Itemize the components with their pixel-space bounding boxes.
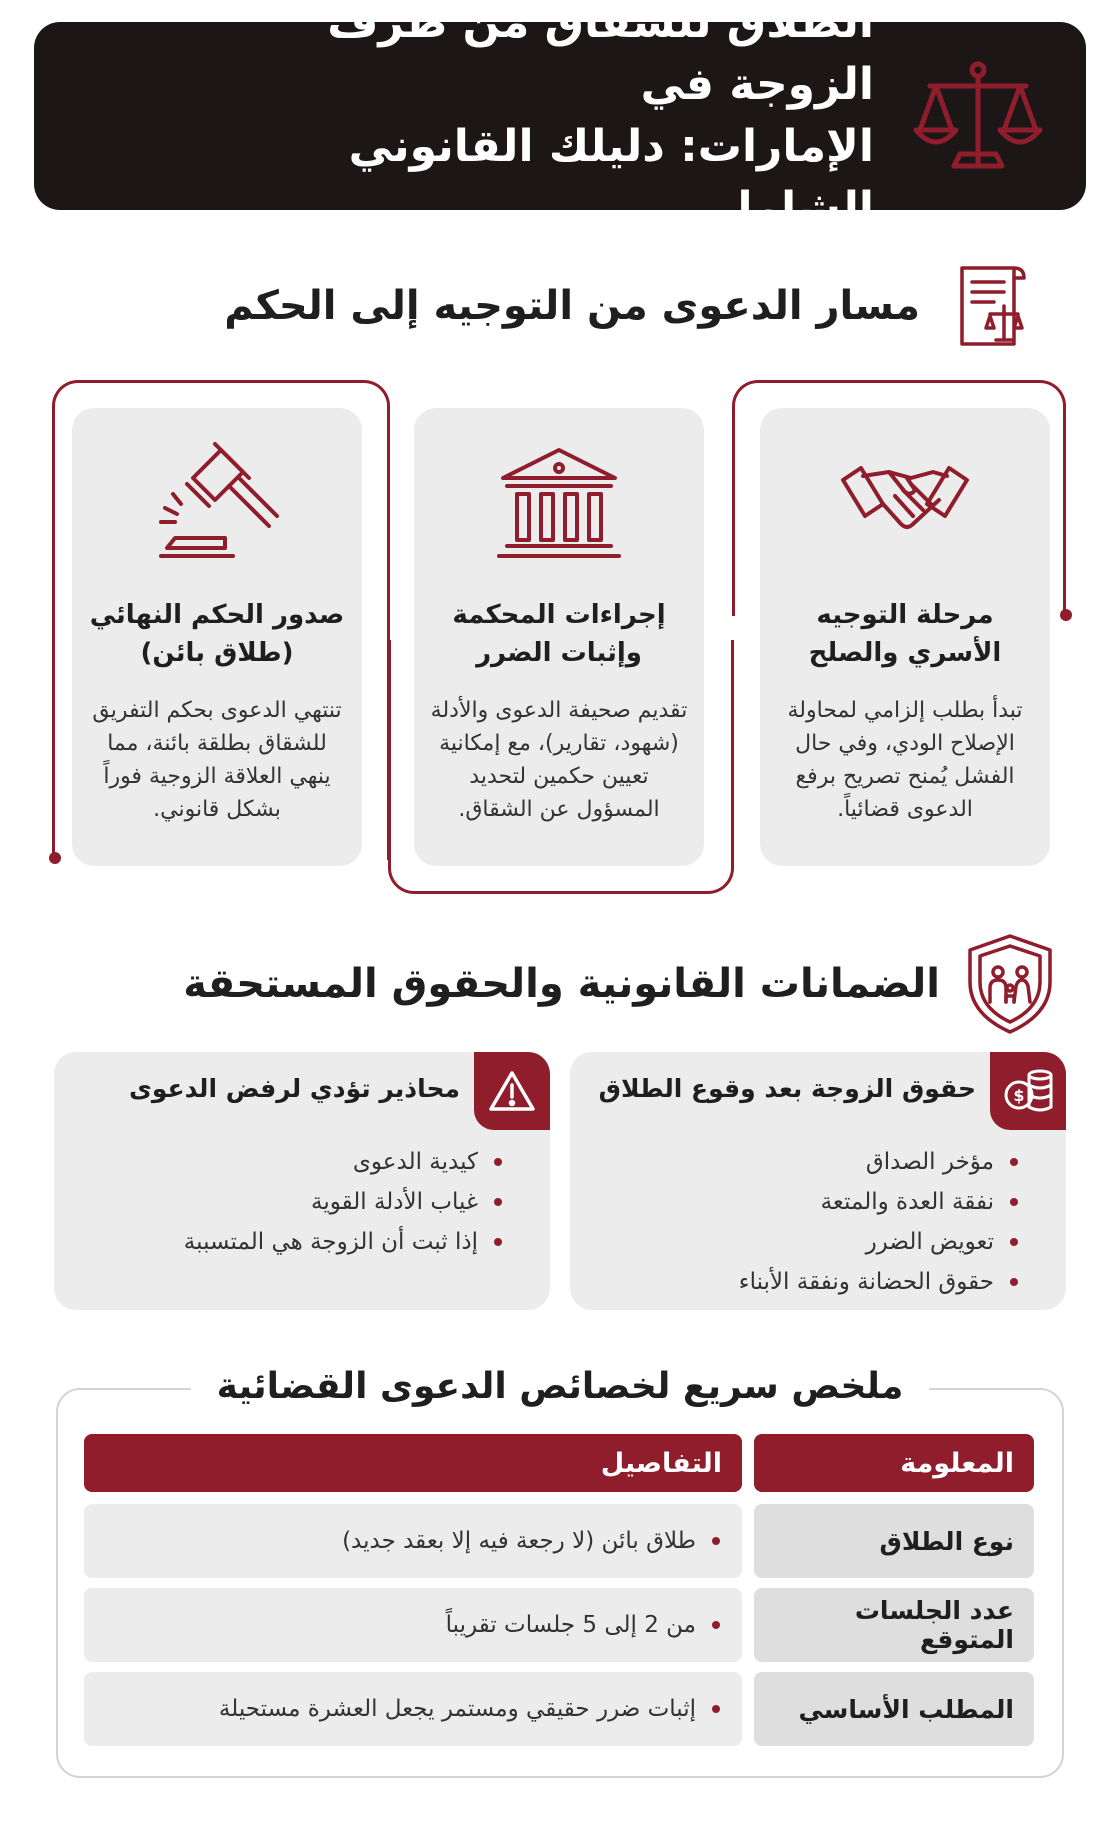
list-item: حقوق الحضانة ونفقة الأبناء [739, 1262, 994, 1302]
list-item: نفقة العدة والمتعة [739, 1182, 994, 1222]
summary-row-value: من 2 إلى 5 جلسات تقريباً [84, 1588, 742, 1662]
gavel-icon [147, 438, 287, 568]
svg-text:$: $ [1013, 1086, 1025, 1105]
summary-title: ملخص سريع لخصائص الدعوى القضائية [191, 1366, 930, 1407]
summary-row-key: المطلب الأساسي [754, 1672, 1034, 1746]
page-title [174, 0, 874, 240]
step-card-court-procedures [414, 408, 704, 866]
step-description: تقديم صحيفة الدعوى والأدلة (شهود، تقارير)، مع إمكانية تعيين حكمين لتحديد المسؤول عن الشقاق. [430, 698, 688, 822]
step-card-family-guidance [760, 408, 1050, 866]
step-connector-dot [1060, 609, 1072, 621]
wife-rights-box [570, 1052, 1066, 1310]
guarantees-section-title: الضمانات القانونية والحقوق المستحقة [183, 961, 940, 1007]
warnings-box-title: محاذير تؤدي لرفض الدعوى [128, 1074, 460, 1103]
summary-row-key: عدد الجلسات المتوقع [754, 1588, 1034, 1662]
summary-header-value: التفاصيل [84, 1434, 742, 1492]
list-item: غياب الأدلة القوية [184, 1182, 478, 1222]
step-title: صدور الحكم النهائي (طلاق بائن) [89, 600, 345, 668]
warning-icon [488, 1069, 536, 1113]
list-item: تعويض الضرر [739, 1222, 994, 1262]
summary-row-value: إثبات ضرر حقيقي ومستمر يجعل العشرة مستحيلة [84, 1672, 742, 1746]
rights-box-title: حقوق الزوجة بعد وقوع الطلاق [598, 1074, 976, 1103]
path-section-title: مسار الدعوى من التوجيه إلى الحكم [224, 283, 920, 329]
step-card-final-verdict [72, 408, 362, 866]
step-title: مرحلة التوجيه الأسري والصلح [808, 600, 1002, 668]
summary-header-key: المعلومة [754, 1434, 1034, 1492]
money-coins-icon [1002, 1067, 1054, 1115]
step-description: تنتهي الدعوى بحكم التفريق للشقاق بطلقة بائنة، مما ينهي العلاقة الزوجية فوراً بشكل قانوني. [92, 698, 342, 822]
warnings-list [184, 1142, 478, 1262]
page-title-line-1: الطلاق للشقاق من طرف الزوجة في [327, 0, 874, 110]
guarantees-section-heading [183, 932, 1056, 1036]
summary-row-key: نوع الطلاق [754, 1504, 1034, 1578]
rights-list [739, 1142, 994, 1302]
handshake-icon [835, 438, 975, 568]
scales-of-justice-icon [908, 46, 1048, 186]
list-item: مؤخر الصداق [739, 1142, 994, 1182]
rights-tab [990, 1052, 1066, 1130]
list-item: إذا ثبت أن الزوجة هي المتسببة [184, 1222, 478, 1262]
step-description: تبدأ بطلب إلزامي لمحاولة الإصلاح الودي، وفي حال الفشل يُمنح تصريح برفع الدعوى قضائياً. [787, 698, 1023, 822]
summary-title-wrap [0, 1366, 1120, 1407]
step-connector-dot [49, 852, 61, 864]
rejection-warnings-box [54, 1052, 550, 1310]
summary-row-value: طلاق بائن (لا رجعة فيه إلا بعقد جديد) [84, 1504, 742, 1578]
warnings-tab [474, 1052, 550, 1130]
courthouse-icon [489, 438, 629, 568]
legal-document-icon [944, 258, 1040, 354]
family-shield-icon [964, 932, 1056, 1036]
header-banner [34, 0, 1086, 234]
step-title: إجراءات المحكمة وإثبات الضرر [452, 600, 666, 668]
list-item: كيدية الدعوى [184, 1142, 478, 1182]
page-title-line-2: الإمارات: دليلك القانوني الشامل [348, 121, 874, 234]
path-section-heading [224, 258, 1040, 354]
